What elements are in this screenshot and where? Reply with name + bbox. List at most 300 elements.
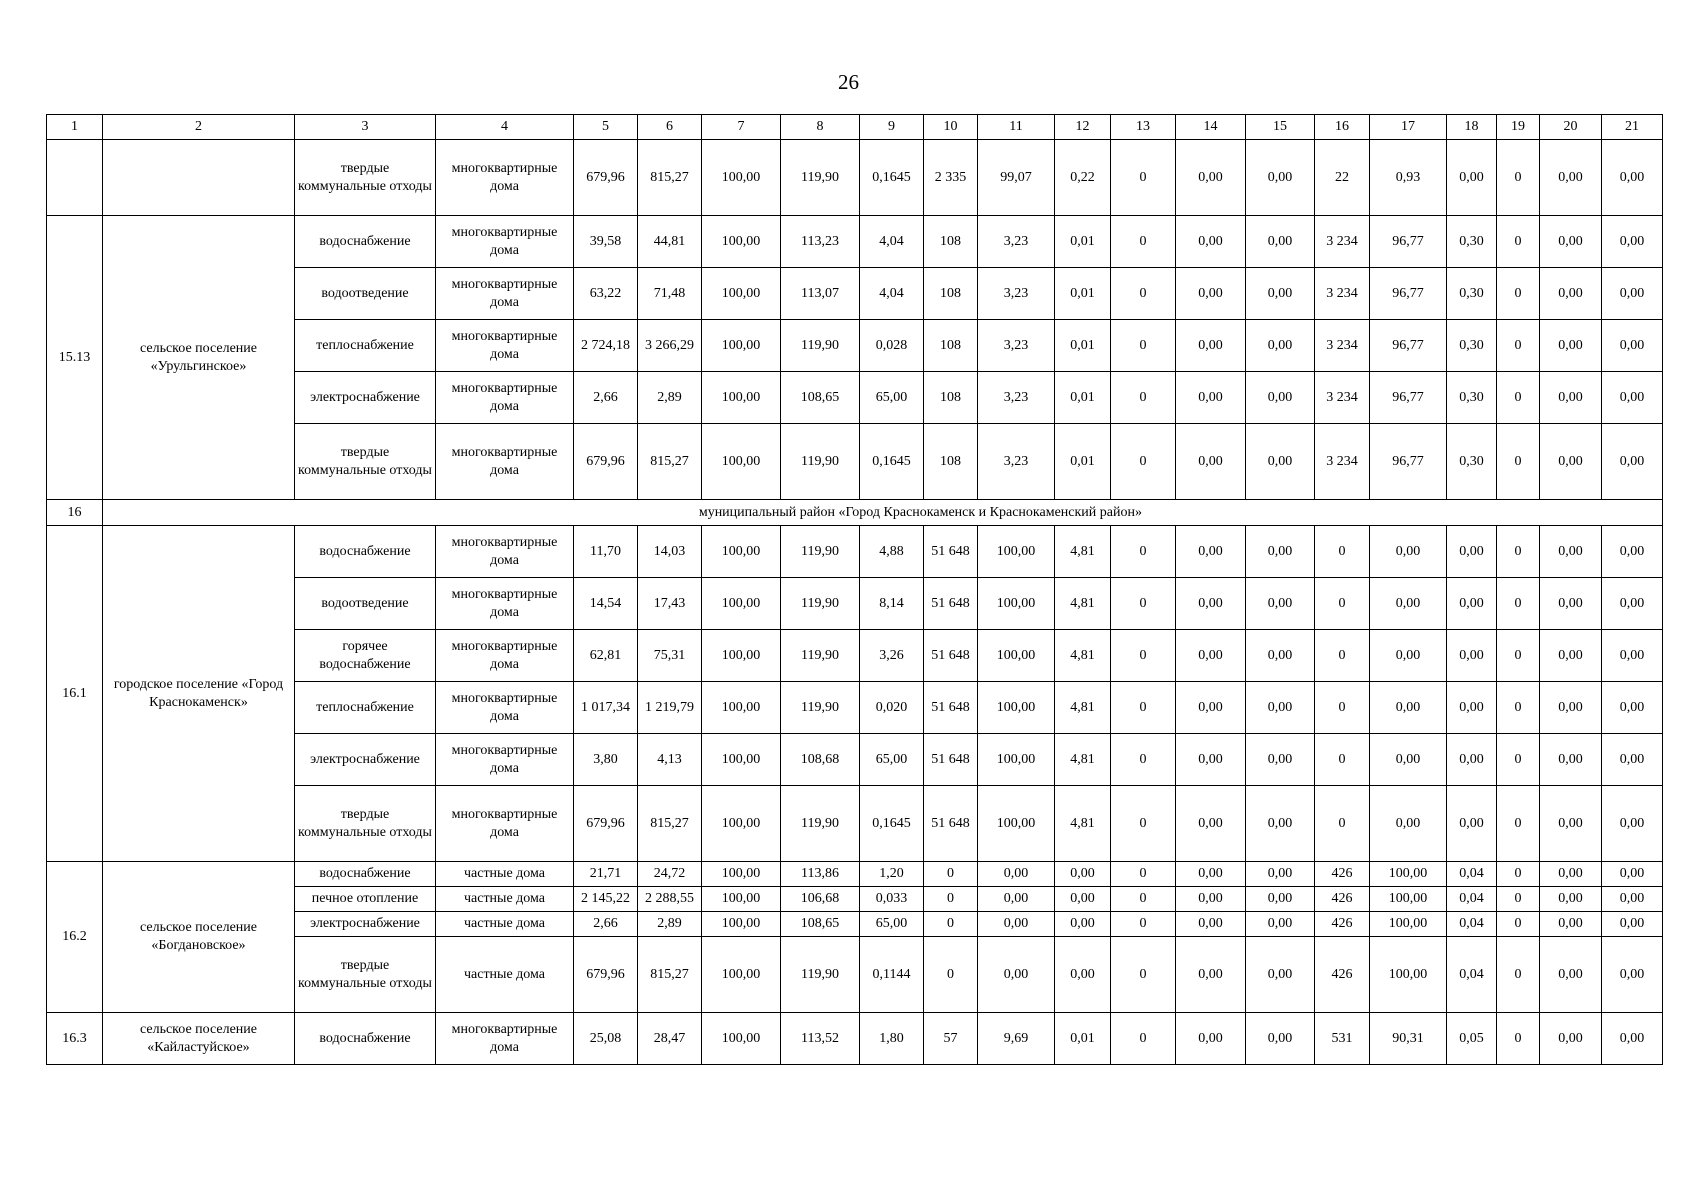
column-number: 16 — [1315, 115, 1370, 140]
value-cell: 0,30 — [1447, 320, 1497, 372]
settlement-name: сельское поселение «Урульгинское» — [103, 216, 295, 500]
column-number: 7 — [702, 115, 781, 140]
value-cell: 113,07 — [781, 268, 860, 320]
table-row — [47, 1013, 1663, 1065]
value-cell: 65,00 — [860, 734, 924, 786]
column-number: 4 — [436, 115, 574, 140]
value-cell: 0,00 — [1602, 887, 1663, 912]
value-cell: 0,04 — [1447, 887, 1497, 912]
value-cell: 0,00 — [1602, 912, 1663, 937]
value-cell: 0 — [1497, 372, 1540, 424]
value-cell: 0,01 — [1055, 216, 1111, 268]
value-cell: 100,00 — [978, 682, 1055, 734]
value-cell: 426 — [1315, 862, 1370, 887]
value-cell: 0,00 — [1602, 216, 1663, 268]
value-cell: 4,04 — [860, 216, 924, 268]
column-number: 18 — [1447, 115, 1497, 140]
value-cell: 65,00 — [860, 372, 924, 424]
service-type: электроснабжение — [295, 912, 436, 937]
value-cell: 815,27 — [638, 786, 702, 862]
value-cell: 0,00 — [1370, 734, 1447, 786]
value-cell: 679,96 — [574, 937, 638, 1013]
value-cell: 100,00 — [702, 630, 781, 682]
service-type: твердые коммунальные отходы — [295, 786, 436, 862]
value-cell: 0,00 — [1370, 526, 1447, 578]
value-cell: 0,1144 — [860, 937, 924, 1013]
value-cell: 0,1645 — [860, 140, 924, 216]
value-cell: 0,00 — [1370, 578, 1447, 630]
value-cell: 0,00 — [1176, 320, 1246, 372]
housing-type: многоквартирные дома — [436, 268, 574, 320]
value-cell: 2,66 — [574, 372, 638, 424]
value-cell: 0,00 — [978, 912, 1055, 937]
housing-type: многоквартирные дома — [436, 526, 574, 578]
value-cell: 0 — [1111, 912, 1176, 937]
value-cell: 0,00 — [1540, 786, 1602, 862]
value-cell: 0,033 — [860, 887, 924, 912]
value-cell: 90,31 — [1370, 1013, 1447, 1065]
value-cell: 3,23 — [978, 372, 1055, 424]
value-cell: 0 — [1111, 1013, 1176, 1065]
value-cell: 100,00 — [702, 734, 781, 786]
value-cell: 119,90 — [781, 424, 860, 500]
value-cell: 0 — [1497, 1013, 1540, 1065]
value-cell: 100,00 — [702, 526, 781, 578]
value-cell: 0,30 — [1447, 216, 1497, 268]
value-cell: 9,69 — [978, 1013, 1055, 1065]
value-cell: 119,90 — [781, 630, 860, 682]
value-cell: 44,81 — [638, 216, 702, 268]
value-cell: 0,020 — [860, 682, 924, 734]
value-cell: 100,00 — [702, 372, 781, 424]
value-cell: 14,54 — [574, 578, 638, 630]
value-cell: 531 — [1315, 1013, 1370, 1065]
value-cell: 679,96 — [574, 786, 638, 862]
value-cell: 57 — [924, 1013, 978, 1065]
value-cell: 96,77 — [1370, 268, 1447, 320]
housing-type: частные дома — [436, 937, 574, 1013]
value-cell: 0 — [1497, 937, 1540, 1013]
value-cell: 0,00 — [1602, 682, 1663, 734]
value-cell: 0 — [1497, 682, 1540, 734]
housing-type: многоквартирные дома — [436, 140, 574, 216]
value-cell: 0,00 — [1246, 526, 1315, 578]
value-cell: 0 — [1497, 912, 1540, 937]
service-type: теплоснабжение — [295, 682, 436, 734]
value-cell: 0,00 — [1602, 786, 1663, 862]
value-cell: 0,00 — [1246, 268, 1315, 320]
value-cell: 0,01 — [1055, 372, 1111, 424]
value-cell: 96,77 — [1370, 320, 1447, 372]
value-cell: 0 — [924, 862, 978, 887]
value-cell: 0,00 — [1176, 140, 1246, 216]
value-cell: 2,89 — [638, 372, 702, 424]
value-cell: 0,00 — [1602, 1013, 1663, 1065]
column-number: 8 — [781, 115, 860, 140]
column-number: 2 — [103, 115, 295, 140]
value-cell: 0,00 — [1540, 216, 1602, 268]
service-type: печное отопление — [295, 887, 436, 912]
value-cell: 0,00 — [1540, 1013, 1602, 1065]
column-number: 20 — [1540, 115, 1602, 140]
value-cell: 63,22 — [574, 268, 638, 320]
value-cell: 0,00 — [1246, 682, 1315, 734]
value-cell: 100,00 — [978, 526, 1055, 578]
value-cell: 22 — [1315, 140, 1370, 216]
value-cell: 0,00 — [1176, 734, 1246, 786]
header-row — [47, 115, 1663, 140]
value-cell: 0,00 — [978, 937, 1055, 1013]
value-cell: 0,00 — [1602, 578, 1663, 630]
housing-type: многоквартирные дома — [436, 578, 574, 630]
table-row — [47, 862, 1663, 887]
value-cell: 0,00 — [1602, 372, 1663, 424]
value-cell: 14,03 — [638, 526, 702, 578]
value-cell: 39,58 — [574, 216, 638, 268]
value-cell: 3,23 — [978, 216, 1055, 268]
service-type: водоснабжение — [295, 526, 436, 578]
value-cell: 0,00 — [1246, 786, 1315, 862]
value-cell: 2,89 — [638, 912, 702, 937]
value-cell: 0,00 — [1176, 786, 1246, 862]
value-cell: 0,00 — [1246, 734, 1315, 786]
value-cell: 119,90 — [781, 320, 860, 372]
value-cell: 3,23 — [978, 320, 1055, 372]
value-cell: 0,1645 — [860, 424, 924, 500]
value-cell: 0,00 — [1176, 937, 1246, 1013]
value-cell: 0,00 — [1447, 682, 1497, 734]
value-cell: 0,00 — [1055, 937, 1111, 1013]
value-cell: 0,00 — [1447, 786, 1497, 862]
value-cell: 100,00 — [702, 912, 781, 937]
column-number: 5 — [574, 115, 638, 140]
row-number: 16.2 — [47, 862, 103, 1013]
column-number: 3 — [295, 115, 436, 140]
value-cell: 51 648 — [924, 682, 978, 734]
housing-type: многоквартирные дома — [436, 786, 574, 862]
value-cell: 0,00 — [1602, 630, 1663, 682]
value-cell: 28,47 — [638, 1013, 702, 1065]
value-cell: 4,88 — [860, 526, 924, 578]
value-cell: 4,81 — [1055, 786, 1111, 862]
value-cell: 3 266,29 — [638, 320, 702, 372]
column-number: 21 — [1602, 115, 1663, 140]
value-cell: 0,00 — [1540, 268, 1602, 320]
value-cell: 0,00 — [1176, 862, 1246, 887]
value-cell: 0,04 — [1447, 937, 1497, 1013]
value-cell: 0,00 — [1246, 424, 1315, 500]
value-cell: 0 — [1315, 682, 1370, 734]
section-title: муниципальный район «Город Краснокаменск и Краснокаменский район» — [103, 500, 1663, 526]
settlement-name: сельское поселение «Кайластуйское» — [103, 1013, 295, 1065]
value-cell: 0,00 — [1176, 682, 1246, 734]
column-number: 17 — [1370, 115, 1447, 140]
housing-type: многоквартирные дома — [436, 320, 574, 372]
value-cell: 0,30 — [1447, 268, 1497, 320]
value-cell: 0,30 — [1447, 372, 1497, 424]
value-cell: 0,00 — [1447, 630, 1497, 682]
value-cell: 96,77 — [1370, 216, 1447, 268]
value-cell: 96,77 — [1370, 372, 1447, 424]
value-cell: 0,22 — [1055, 140, 1111, 216]
value-cell: 0,00 — [1602, 734, 1663, 786]
value-cell: 0,01 — [1055, 1013, 1111, 1065]
value-cell: 0,00 — [1176, 372, 1246, 424]
housing-type: многоквартирные дома — [436, 734, 574, 786]
column-number: 1 — [47, 115, 103, 140]
value-cell: 0 — [1497, 424, 1540, 500]
value-cell: 0 — [1111, 682, 1176, 734]
value-cell: 0,93 — [1370, 140, 1447, 216]
value-cell: 119,90 — [781, 937, 860, 1013]
value-cell: 51 648 — [924, 526, 978, 578]
value-cell: 0,00 — [1447, 140, 1497, 216]
housing-type: частные дома — [436, 862, 574, 887]
value-cell: 106,68 — [781, 887, 860, 912]
value-cell: 0,00 — [1176, 268, 1246, 320]
housing-type: многоквартирные дома — [436, 1013, 574, 1065]
value-cell: 0,00 — [1540, 862, 1602, 887]
value-cell: 0,30 — [1447, 424, 1497, 500]
section-number: 16 — [47, 500, 103, 526]
housing-type: многоквартирные дома — [436, 424, 574, 500]
value-cell: 0 — [1497, 734, 1540, 786]
value-cell: 25,08 — [574, 1013, 638, 1065]
value-cell: 0,00 — [1055, 887, 1111, 912]
value-cell: 0 — [1315, 526, 1370, 578]
value-cell: 0,00 — [1447, 578, 1497, 630]
value-cell: 119,90 — [781, 140, 860, 216]
settlement-name: городское поселение «Город Краснокаменск» — [103, 526, 295, 862]
value-cell: 0 — [1111, 862, 1176, 887]
housing-type: частные дома — [436, 912, 574, 937]
column-number: 6 — [638, 115, 702, 140]
housing-type: многоквартирные дома — [436, 216, 574, 268]
value-cell: 0,00 — [1246, 887, 1315, 912]
value-cell: 0 — [1497, 140, 1540, 216]
value-cell: 0 — [1111, 630, 1176, 682]
service-type: твердые коммунальные отходы — [295, 937, 436, 1013]
value-cell: 119,90 — [781, 578, 860, 630]
value-cell: 3,80 — [574, 734, 638, 786]
service-type: водоснабжение — [295, 1013, 436, 1065]
value-cell: 0 — [1315, 630, 1370, 682]
value-cell: 0 — [1497, 268, 1540, 320]
value-cell: 0,00 — [1246, 372, 1315, 424]
service-type: теплоснабжение — [295, 320, 436, 372]
value-cell: 100,00 — [702, 682, 781, 734]
value-cell: 1,20 — [860, 862, 924, 887]
value-cell: 0,00 — [978, 887, 1055, 912]
value-cell: 0,00 — [1246, 937, 1315, 1013]
value-cell: 0 — [924, 887, 978, 912]
value-cell: 100,00 — [978, 630, 1055, 682]
value-cell: 0,1645 — [860, 786, 924, 862]
value-cell: 0 — [1315, 734, 1370, 786]
value-cell: 0,00 — [1176, 1013, 1246, 1065]
housing-type: многоквартирные дома — [436, 372, 574, 424]
value-cell: 0,00 — [1246, 216, 1315, 268]
value-cell: 4,04 — [860, 268, 924, 320]
service-type: электроснабжение — [295, 372, 436, 424]
value-cell: 71,48 — [638, 268, 702, 320]
value-cell: 0,00 — [1540, 578, 1602, 630]
value-cell: 3,23 — [978, 268, 1055, 320]
value-cell: 0 — [1111, 526, 1176, 578]
value-cell: 0,00 — [1447, 526, 1497, 578]
value-cell: 0,01 — [1055, 268, 1111, 320]
value-cell: 4,81 — [1055, 682, 1111, 734]
value-cell: 119,90 — [781, 682, 860, 734]
value-cell: 0,00 — [1176, 887, 1246, 912]
row-number: 16.3 — [47, 1013, 103, 1065]
value-cell: 0,00 — [1370, 682, 1447, 734]
settlement-name: сельское поселение «Богдановское» — [103, 862, 295, 1013]
value-cell: 51 648 — [924, 578, 978, 630]
value-cell: 0,00 — [1176, 912, 1246, 937]
value-cell: 3 234 — [1315, 320, 1370, 372]
service-type: водоснабжение — [295, 862, 436, 887]
value-cell: 815,27 — [638, 424, 702, 500]
value-cell: 62,81 — [574, 630, 638, 682]
value-cell: 679,96 — [574, 140, 638, 216]
value-cell: 0,00 — [1540, 887, 1602, 912]
value-cell: 100,00 — [1370, 912, 1447, 937]
value-cell: 2 724,18 — [574, 320, 638, 372]
value-cell: 100,00 — [702, 578, 781, 630]
value-cell: 0 — [1111, 372, 1176, 424]
value-cell: 0,01 — [1055, 424, 1111, 500]
settlement-name — [103, 140, 295, 216]
value-cell: 0 — [1497, 862, 1540, 887]
value-cell: 3 234 — [1315, 372, 1370, 424]
value-cell: 0 — [1111, 216, 1176, 268]
row-number: 16.1 — [47, 526, 103, 862]
value-cell: 51 648 — [924, 786, 978, 862]
value-cell: 0,00 — [1602, 862, 1663, 887]
value-cell: 815,27 — [638, 937, 702, 1013]
value-cell: 75,31 — [638, 630, 702, 682]
value-cell: 0 — [1111, 937, 1176, 1013]
value-cell: 8,14 — [860, 578, 924, 630]
value-cell: 100,00 — [978, 786, 1055, 862]
value-cell: 426 — [1315, 887, 1370, 912]
value-cell: 0,05 — [1447, 1013, 1497, 1065]
value-cell: 0,00 — [1055, 912, 1111, 937]
value-cell: 0,00 — [1602, 937, 1663, 1013]
value-cell: 2 335 — [924, 140, 978, 216]
value-cell: 0,00 — [1540, 937, 1602, 1013]
housing-type: многоквартирные дома — [436, 682, 574, 734]
value-cell: 0,00 — [1370, 630, 1447, 682]
value-cell: 3,26 — [860, 630, 924, 682]
value-cell: 0,00 — [1176, 630, 1246, 682]
value-cell: 113,52 — [781, 1013, 860, 1065]
service-type: горячее водоснабжение — [295, 630, 436, 682]
value-cell: 0 — [1111, 320, 1176, 372]
tariff-table — [46, 114, 1663, 1065]
value-cell: 0,00 — [1540, 140, 1602, 216]
value-cell: 1,80 — [860, 1013, 924, 1065]
row-number — [47, 140, 103, 216]
housing-type: многоквартирные дома — [436, 630, 574, 682]
value-cell: 24,72 — [638, 862, 702, 887]
value-cell: 0 — [1497, 216, 1540, 268]
column-number: 10 — [924, 115, 978, 140]
column-number: 9 — [860, 115, 924, 140]
value-cell: 100,00 — [702, 862, 781, 887]
value-cell: 0,00 — [1602, 424, 1663, 500]
value-cell: 11,70 — [574, 526, 638, 578]
value-cell: 108 — [924, 320, 978, 372]
table-row — [47, 216, 1663, 268]
housing-type: частные дома — [436, 887, 574, 912]
value-cell: 0,00 — [1246, 912, 1315, 937]
value-cell: 100,00 — [1370, 887, 1447, 912]
service-type: водоотведение — [295, 578, 436, 630]
value-cell: 0,00 — [1540, 682, 1602, 734]
value-cell: 0,00 — [1246, 578, 1315, 630]
value-cell: 21,71 — [574, 862, 638, 887]
value-cell: 426 — [1315, 937, 1370, 1013]
value-cell: 0,04 — [1447, 862, 1497, 887]
value-cell: 0,00 — [1176, 578, 1246, 630]
value-cell: 0,00 — [1176, 526, 1246, 578]
value-cell: 3 234 — [1315, 216, 1370, 268]
value-cell: 0,00 — [1540, 320, 1602, 372]
value-cell: 108,68 — [781, 734, 860, 786]
service-type: водоотведение — [295, 268, 436, 320]
value-cell: 2 145,22 — [574, 887, 638, 912]
value-cell: 17,43 — [638, 578, 702, 630]
value-cell: 100,00 — [702, 937, 781, 1013]
value-cell: 4,13 — [638, 734, 702, 786]
value-cell: 0,00 — [1246, 140, 1315, 216]
value-cell: 108,65 — [781, 912, 860, 937]
value-cell: 113,23 — [781, 216, 860, 268]
value-cell: 100,00 — [1370, 862, 1447, 887]
column-number: 15 — [1246, 115, 1315, 140]
value-cell: 2 288,55 — [638, 887, 702, 912]
value-cell: 0,00 — [1540, 424, 1602, 500]
row-number: 15.13 — [47, 216, 103, 500]
value-cell: 4,81 — [1055, 630, 1111, 682]
value-cell: 51 648 — [924, 734, 978, 786]
value-cell: 4,81 — [1055, 526, 1111, 578]
value-cell: 0,00 — [1176, 216, 1246, 268]
value-cell: 100,00 — [702, 216, 781, 268]
column-number: 12 — [1055, 115, 1111, 140]
value-cell: 0 — [1497, 320, 1540, 372]
value-cell: 100,00 — [702, 320, 781, 372]
value-cell: 0,00 — [1176, 424, 1246, 500]
value-cell: 0,00 — [1246, 630, 1315, 682]
value-cell: 100,00 — [1370, 937, 1447, 1013]
value-cell: 0 — [1111, 424, 1176, 500]
value-cell: 0,00 — [978, 862, 1055, 887]
value-cell: 3,23 — [978, 424, 1055, 500]
value-cell: 0,00 — [1370, 786, 1447, 862]
value-cell: 0 — [1111, 578, 1176, 630]
value-cell: 0 — [1497, 786, 1540, 862]
service-type: твердые коммунальные отходы — [295, 424, 436, 500]
value-cell: 679,96 — [574, 424, 638, 500]
value-cell: 100,00 — [978, 578, 1055, 630]
value-cell: 0 — [1497, 526, 1540, 578]
value-cell: 0,00 — [1447, 734, 1497, 786]
value-cell: 0 — [1315, 578, 1370, 630]
value-cell: 0,00 — [1540, 630, 1602, 682]
